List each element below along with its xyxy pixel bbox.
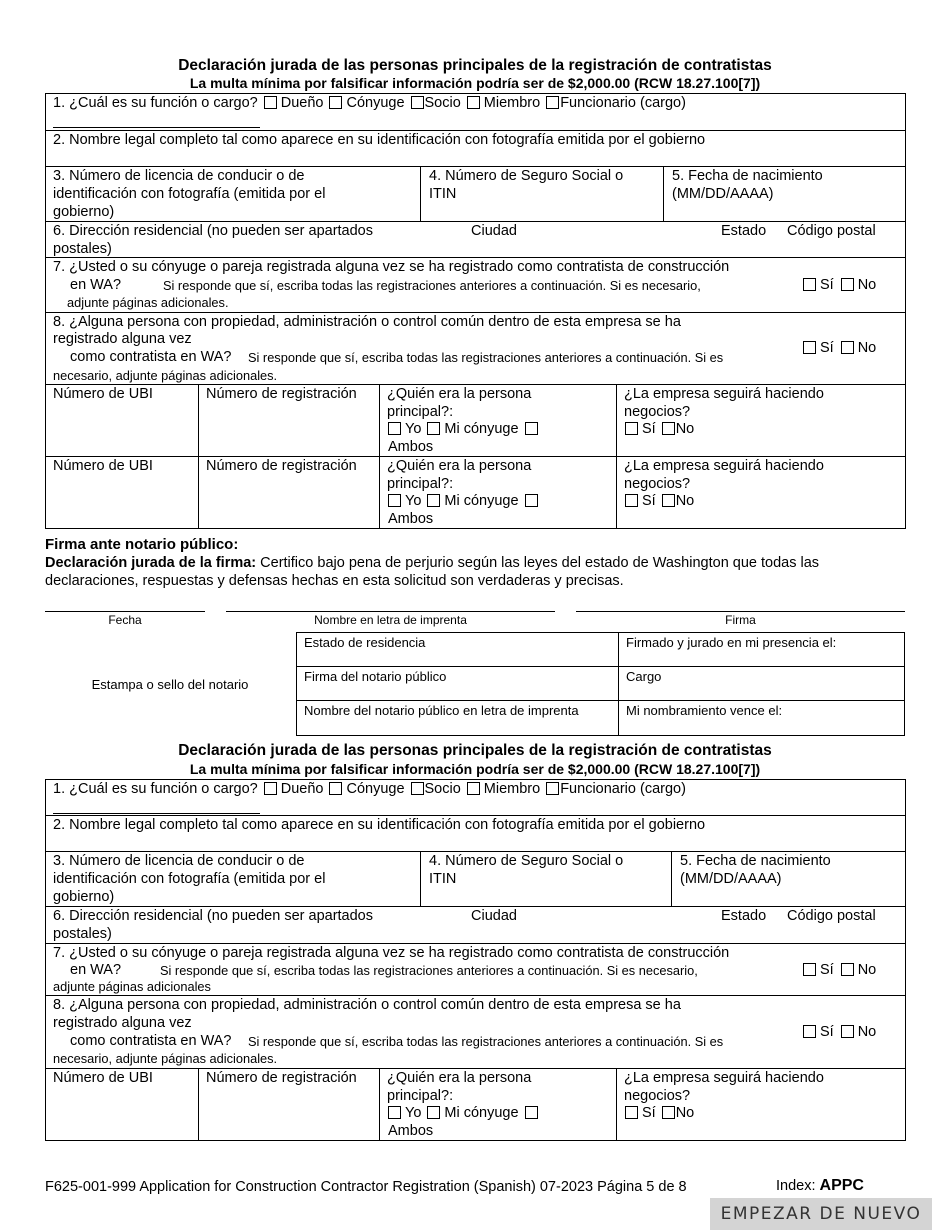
who-options — [388, 492, 542, 510]
declaration-bold: Declaración jurada de la firma: — [45, 555, 257, 571]
q8-line2: registrado alguna vez — [53, 331, 192, 347]
print-name-label: Nombre en letra de imprenta — [314, 613, 467, 627]
zip-label: Código postal — [787, 223, 876, 239]
license-label: 3. Número de licencia de conducir o de identificación con fotografía (emitida por el gobierno) — [53, 168, 326, 220]
col-divider — [671, 851, 672, 906]
who-me-checkbox[interactable] — [388, 1106, 401, 1119]
q8-yes-no — [803, 1023, 876, 1041]
continue-options — [625, 1104, 694, 1122]
role-partner-checkbox[interactable] — [411, 96, 424, 109]
q7-no-checkbox[interactable] — [841, 963, 854, 976]
continue-no-label: No — [675, 493, 695, 509]
city-label: Ciudad — [471, 908, 517, 924]
role-officer-label: Funcionario (cargo) — [560, 95, 686, 111]
q8-yes-no — [803, 339, 876, 357]
who-label: ¿Quién era la persona principal?: — [387, 386, 532, 420]
zip-label: Código postal — [787, 908, 876, 924]
continue-yes-label: Sí — [642, 421, 656, 437]
commission-expires-cell[interactable]: Mi nombramiento vence el: — [618, 700, 905, 736]
who-label: ¿Quién era la persona principal?: — [387, 1070, 532, 1104]
who-both-label: Ambos — [388, 439, 434, 455]
reset-button[interactable]: EMPEZAR DE NUEVO — [710, 1198, 932, 1230]
notary-signature-cell[interactable]: Firma del notario público — [296, 666, 619, 701]
q8-line4: necesario, adjunte páginas adicionales. — [53, 368, 278, 383]
continue-options — [625, 492, 694, 510]
who-me-label: Yo — [405, 421, 422, 437]
index-label: Index: — [776, 1178, 816, 1194]
q8-no-checkbox[interactable] — [841, 1025, 854, 1038]
q7-line3: adjunte páginas adicionales. — [67, 295, 229, 310]
ubi-label: Número de UBI — [53, 1070, 153, 1086]
who-both-checkbox[interactable] — [525, 1106, 538, 1119]
notary-heading: Firma ante notario público: — [45, 536, 239, 553]
q7-line3: adjunte páginas adicionales — [53, 979, 211, 994]
role-label: 1. ¿Cuál es su función o cargo? — [53, 95, 258, 111]
role-owner-checkbox[interactable] — [264, 96, 277, 109]
role-owner-label: Dueño — [280, 95, 324, 111]
q7-line2b: Si responde que sí, escriba todas las registraciones anteriores a continuación. Si es necesario, — [163, 278, 701, 293]
ssn-label: 4. Número de Seguro Social o ITIN — [429, 168, 624, 202]
role-member-checkbox[interactable] — [467, 782, 480, 795]
address-label: 6. Dirección residencial (no pueden ser apartados postales) — [53, 223, 373, 257]
q8-line4: necesario, adjunte páginas adicionales. — [53, 1051, 278, 1066]
no-label: No — [857, 340, 877, 356]
who-both-label: Ambos — [388, 1123, 434, 1139]
continue-label: ¿La empresa seguirá haciendo negocios? — [624, 386, 824, 420]
role-partner-label: Socio — [424, 781, 461, 797]
yes-label: Sí — [820, 277, 834, 293]
dob-label: 5. Fecha de nacimiento (MM/DD/AAAA) — [672, 168, 823, 202]
reg-label: Número de registración — [206, 458, 357, 474]
col-divider — [379, 384, 380, 529]
q7-yes-checkbox[interactable] — [803, 278, 816, 291]
city-label: Ciudad — [471, 223, 517, 239]
sworn-date-cell[interactable]: Firmado y jurado en mi presencia el: — [618, 632, 905, 667]
who-label: ¿Quién era la persona principal?: — [387, 458, 532, 492]
who-both-label: Ambos — [388, 511, 434, 527]
q7-no-checkbox[interactable] — [841, 278, 854, 291]
state-label: Estado — [721, 223, 767, 239]
continue-yes-label: Sí — [642, 1105, 656, 1121]
role-owner-label: Dueño — [280, 781, 324, 797]
ubi-label: Número de UBI — [53, 458, 153, 474]
ubi-label: Número de UBI — [53, 386, 153, 402]
no-label: No — [857, 1024, 877, 1040]
q7-line2a: en WA? — [70, 277, 122, 293]
no-label: No — [857, 277, 877, 293]
role-owner-checkbox[interactable] — [264, 782, 277, 795]
role-spouse-checkbox[interactable] — [329, 782, 342, 795]
col-divider — [379, 1068, 380, 1141]
continue-yes-checkbox[interactable] — [625, 494, 638, 507]
q8-line1: 8. ¿Alguna persona con propiedad, administración o control común dentro de esta empresa se ha — [53, 314, 681, 330]
continue-yes-checkbox[interactable] — [625, 1106, 638, 1119]
continue-yes-checkbox[interactable] — [625, 422, 638, 435]
role-spouse-checkbox[interactable] — [329, 96, 342, 109]
q8-no-checkbox[interactable] — [841, 341, 854, 354]
q7-yes-no — [803, 276, 876, 294]
yes-label: Sí — [820, 340, 834, 356]
index-value: APPC — [819, 1177, 864, 1194]
ssn-label: 4. Número de Seguro Social o ITIN — [429, 853, 624, 887]
continue-label: ¿La empresa seguirá haciendo negocios? — [624, 458, 824, 492]
legal-name-label: 2. Nombre legal completo tal como aparece en su identificación con fotografía emitida por el gobierno — [53, 132, 706, 148]
role-member-label: Miembro — [483, 95, 541, 111]
role-partner-checkbox[interactable] — [411, 782, 424, 795]
continue-no-checkbox[interactable] — [662, 422, 675, 435]
who-spouse-label: Mi cónyuge — [444, 1105, 519, 1121]
role-officer-label: Funcionario (cargo) — [560, 781, 686, 797]
who-both-checkbox[interactable] — [525, 422, 538, 435]
declaration-text: Certifico bajo pena de perjurio según las leyes del estado de Washington que todas las declaraciones, respuestas y defensas hechas en esta solicitud son verdaderas y precisas. — [45, 555, 820, 589]
license-label: 3. Número de licencia de conducir o de identificación con fotografía (emitida por el gobierno) — [53, 853, 326, 905]
q7-line2a: en WA? — [70, 962, 122, 978]
form-title: Declaración jurada de las personas principales de la registración de contratistas — [178, 57, 772, 74]
role-member-checkbox[interactable] — [467, 96, 480, 109]
continue-no-checkbox[interactable] — [662, 494, 675, 507]
role-question — [53, 780, 686, 798]
date-label: Fecha — [108, 613, 142, 627]
yes-label: Sí — [820, 1024, 834, 1040]
footer-text: F625-001-999 Application for Construction Contractor Registration (Spanish) 07-2023 Página 5 de 8 — [45, 1179, 687, 1195]
role-question — [53, 94, 686, 112]
legal-name-label: 2. Nombre legal completo tal como aparece en su identificación con fotografía emitida por el gobierno — [53, 817, 706, 833]
role-label: 1. ¿Cuál es su función o cargo? — [53, 781, 258, 797]
who-me-label: Yo — [405, 493, 422, 509]
q8-line3a: como contratista en WA? — [70, 349, 232, 365]
role-officer-checkbox[interactable] — [546, 96, 559, 109]
q7-line1: 7. ¿Usted o su cónyuge o pareja registrada alguna vez se ha registrado como contratista de construcción — [53, 259, 730, 275]
date-line[interactable] — [45, 611, 205, 612]
col-divider — [420, 851, 421, 906]
col-divider — [663, 166, 664, 221]
reg-label: Número de registración — [206, 1070, 357, 1086]
continue-no-checkbox[interactable] — [662, 1106, 675, 1119]
dob-label: 5. Fecha de nacimiento (MM/DD/AAAA) — [680, 853, 831, 887]
role-title-line[interactable] — [53, 127, 260, 128]
state-label: Estado — [721, 908, 767, 924]
no-label: No — [857, 962, 877, 978]
who-spouse-label: Mi cónyuge — [444, 493, 519, 509]
form-subtitle: La multa mínima por falsificar información podría ser de $2,000.00 (RCW 18.27.100[7]) — [189, 75, 761, 91]
q8-line3b: Si responde que sí, escriba todas las registraciones anteriores a continuación. Si es — [248, 1034, 724, 1049]
continue-yes-label: Sí — [642, 493, 656, 509]
who-me-label: Yo — [405, 1105, 422, 1121]
q8-yes-checkbox[interactable] — [803, 1025, 816, 1038]
who-options — [388, 420, 542, 438]
q8-yes-checkbox[interactable] — [803, 341, 816, 354]
q7-line2b: Si responde que sí, escriba todas las registraciones anteriores a continuación. Si es necesario, — [160, 963, 698, 978]
print-name-line[interactable] — [226, 611, 555, 612]
signature-label: Firma — [725, 613, 756, 627]
continue-options — [625, 420, 694, 438]
q8-line1: 8. ¿Alguna persona con propiedad, administración o control común dentro de esta empresa se ha — [53, 997, 681, 1013]
who-both-checkbox[interactable] — [525, 494, 538, 507]
who-spouse-checkbox[interactable] — [427, 494, 440, 507]
who-spouse-checkbox[interactable] — [427, 1106, 440, 1119]
who-me-checkbox[interactable] — [388, 422, 401, 435]
col-divider — [198, 384, 199, 529]
address-label: 6. Dirección residencial (no pueden ser apartados postales) — [53, 908, 373, 942]
state-residence-cell[interactable]: Estado de residencia — [296, 632, 619, 667]
who-me-checkbox[interactable] — [388, 494, 401, 507]
q7-line1: 7. ¿Usted o su cónyuge o pareja registrada alguna vez se ha registrado como contratista de construcción — [53, 945, 730, 961]
q7-yes-no — [803, 961, 876, 979]
signature-line[interactable] — [576, 611, 905, 612]
form-title: Declaración jurada de las personas principales de la registración de contratistas — [178, 742, 772, 759]
notary-stamp-label: Estampa o sello del notario — [91, 677, 249, 692]
notary-name-cell[interactable]: Nombre del notario público en letra de imprenta — [296, 700, 619, 736]
col-divider — [616, 1068, 617, 1141]
form-subtitle: La multa mínima por falsificar información podría ser de $2,000.00 (RCW 18.27.100[7]) — [189, 761, 761, 777]
who-options — [388, 1104, 542, 1122]
role-spouse-label: Cónyuge — [346, 781, 405, 797]
continue-no-label: No — [675, 1105, 695, 1121]
role-member-label: Miembro — [483, 781, 541, 797]
q8-line3a: como contratista en WA? — [70, 1033, 232, 1049]
who-spouse-checkbox[interactable] — [427, 422, 440, 435]
yes-label: Sí — [820, 962, 834, 978]
role-title-line[interactable] — [53, 813, 260, 814]
col-divider — [420, 166, 421, 221]
continue-label: ¿La empresa seguirá haciendo negocios? — [624, 1070, 824, 1104]
col-divider — [616, 384, 617, 529]
role-officer-checkbox[interactable] — [546, 782, 559, 795]
q7-yes-checkbox[interactable] — [803, 963, 816, 976]
declaration — [45, 554, 915, 590]
q8-line3b: Si responde que sí, escriba todas las registraciones anteriores a continuación. Si es — [248, 350, 724, 365]
continue-no-label: No — [675, 421, 695, 437]
role-spouse-label: Cónyuge — [346, 95, 405, 111]
role-partner-label: Socio — [424, 95, 461, 111]
who-spouse-label: Mi cónyuge — [444, 421, 519, 437]
reg-label: Número de registración — [206, 386, 357, 402]
notary-title-cell[interactable]: Cargo — [618, 666, 905, 701]
col-divider — [198, 1068, 199, 1141]
q8-line2: registrado alguna vez — [53, 1015, 192, 1031]
index-block — [776, 1177, 864, 1195]
